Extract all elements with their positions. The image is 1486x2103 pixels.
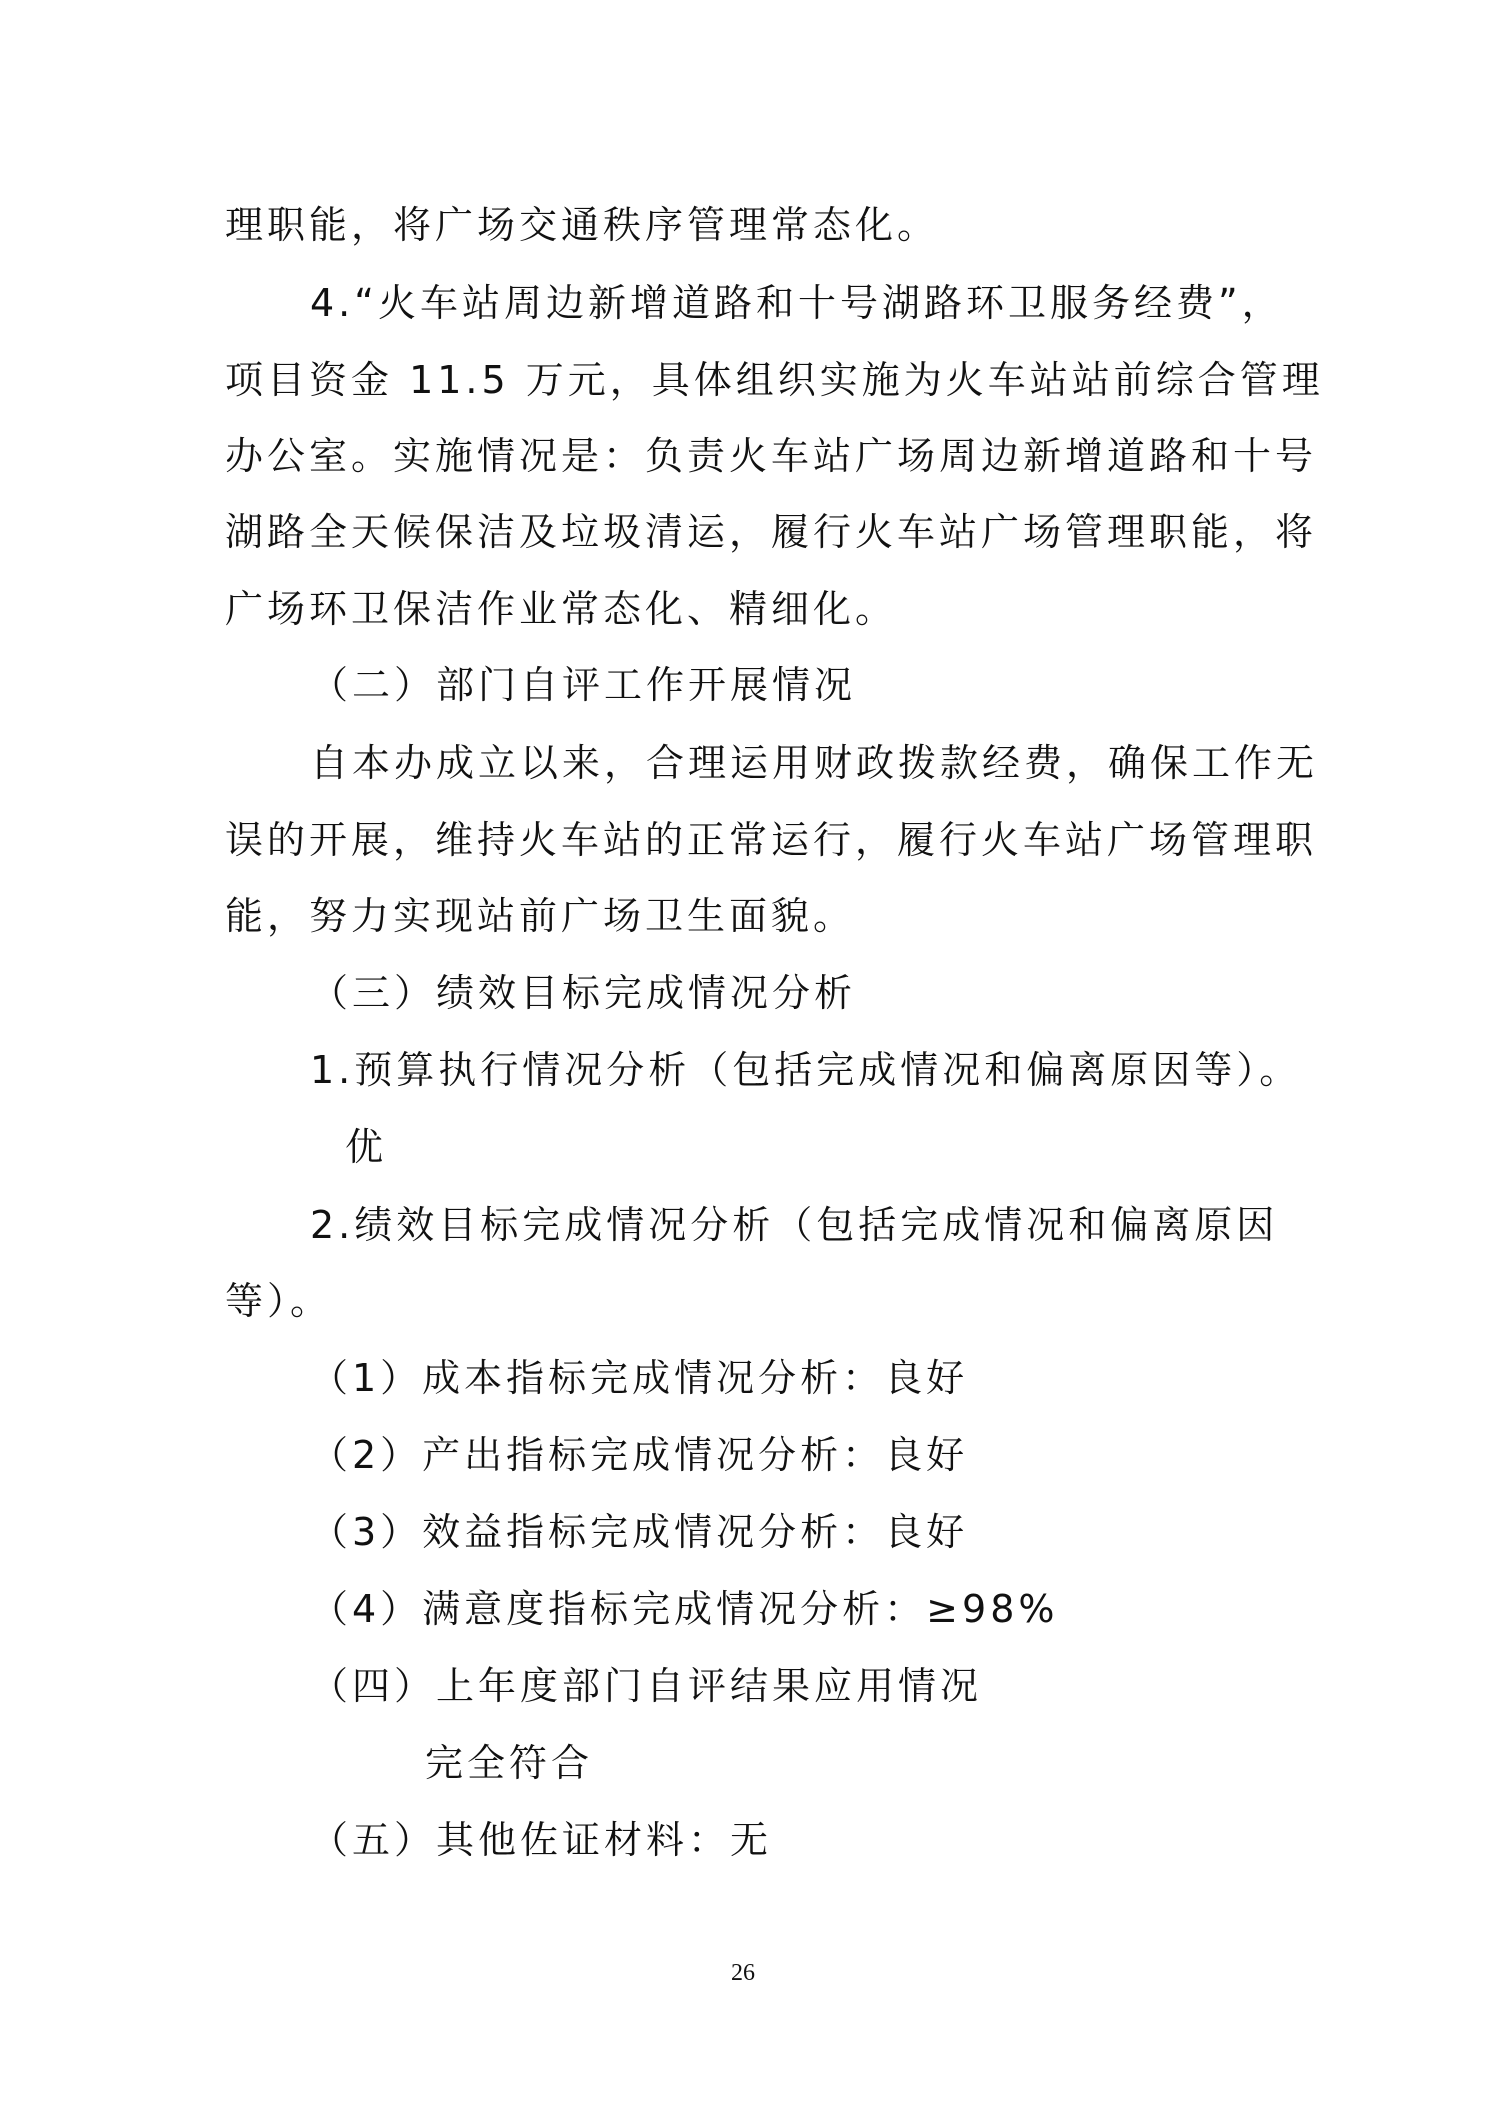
item-2-heading: 2.绩效目标完成情况分析（包括完成情况和偏离原因 bbox=[310, 1203, 1279, 1247]
page-number: 26 bbox=[731, 1960, 755, 1986]
sub-item-satisfaction: （4）满意度指标完成情况分析：≥98% bbox=[310, 1587, 1059, 1631]
section-heading-5: （五）其他佐证材料：无 bbox=[310, 1818, 773, 1862]
sub-item-output: （2）产出指标完成情况分析：良好 bbox=[310, 1433, 969, 1477]
sub-item-cost: （1）成本指标完成情况分析：良好 bbox=[310, 1356, 969, 1400]
paragraph-line: 自本办成立以来，合理运用财政拨款经费，确保工作无 bbox=[310, 741, 1319, 785]
paragraph-line: 广场环卫保洁作业常态化、精细化。 bbox=[225, 587, 898, 631]
paragraph-line: 项目资金 11.5 万元，具体组织实施为火车站站前综合管理 bbox=[225, 358, 1324, 402]
section-heading-2: （二）部门自评工作开展情况 bbox=[310, 663, 857, 707]
item-1-result: 优 bbox=[345, 1125, 388, 1169]
section-4-result: 完全符合 bbox=[425, 1741, 594, 1785]
paragraph-line: 误的开展，维持火车站的正常运行，履行火车站广场管理职 bbox=[225, 818, 1318, 862]
section-heading-3: （三）绩效目标完成情况分析 bbox=[310, 971, 857, 1015]
sub-item-benefit: （3）效益指标完成情况分析：良好 bbox=[310, 1510, 969, 1554]
paragraph-line: 能，努力实现站前广场卫生面貌。 bbox=[225, 894, 856, 938]
paragraph-line: 湖路全天候保洁及垃圾清运，履行火车站广场管理职能，将 bbox=[225, 510, 1318, 554]
item-1-heading: 1.预算执行情况分析（包括完成情况和偏离原因等）。 bbox=[310, 1048, 1302, 1092]
section-heading-4: （四）上年度部门自评结果应用情况 bbox=[310, 1664, 983, 1708]
paragraph-line: 理职能，将广场交通秩序管理常态化。 bbox=[225, 203, 940, 247]
paragraph-line: 等）。 bbox=[225, 1279, 333, 1323]
item-4-heading: 4.“火车站周边新增道路和十号湖路环卫服务经费”， bbox=[310, 281, 1284, 325]
paragraph-line: 办公室。实施情况是：负责火车站广场周边新增道路和十号 bbox=[225, 434, 1318, 478]
